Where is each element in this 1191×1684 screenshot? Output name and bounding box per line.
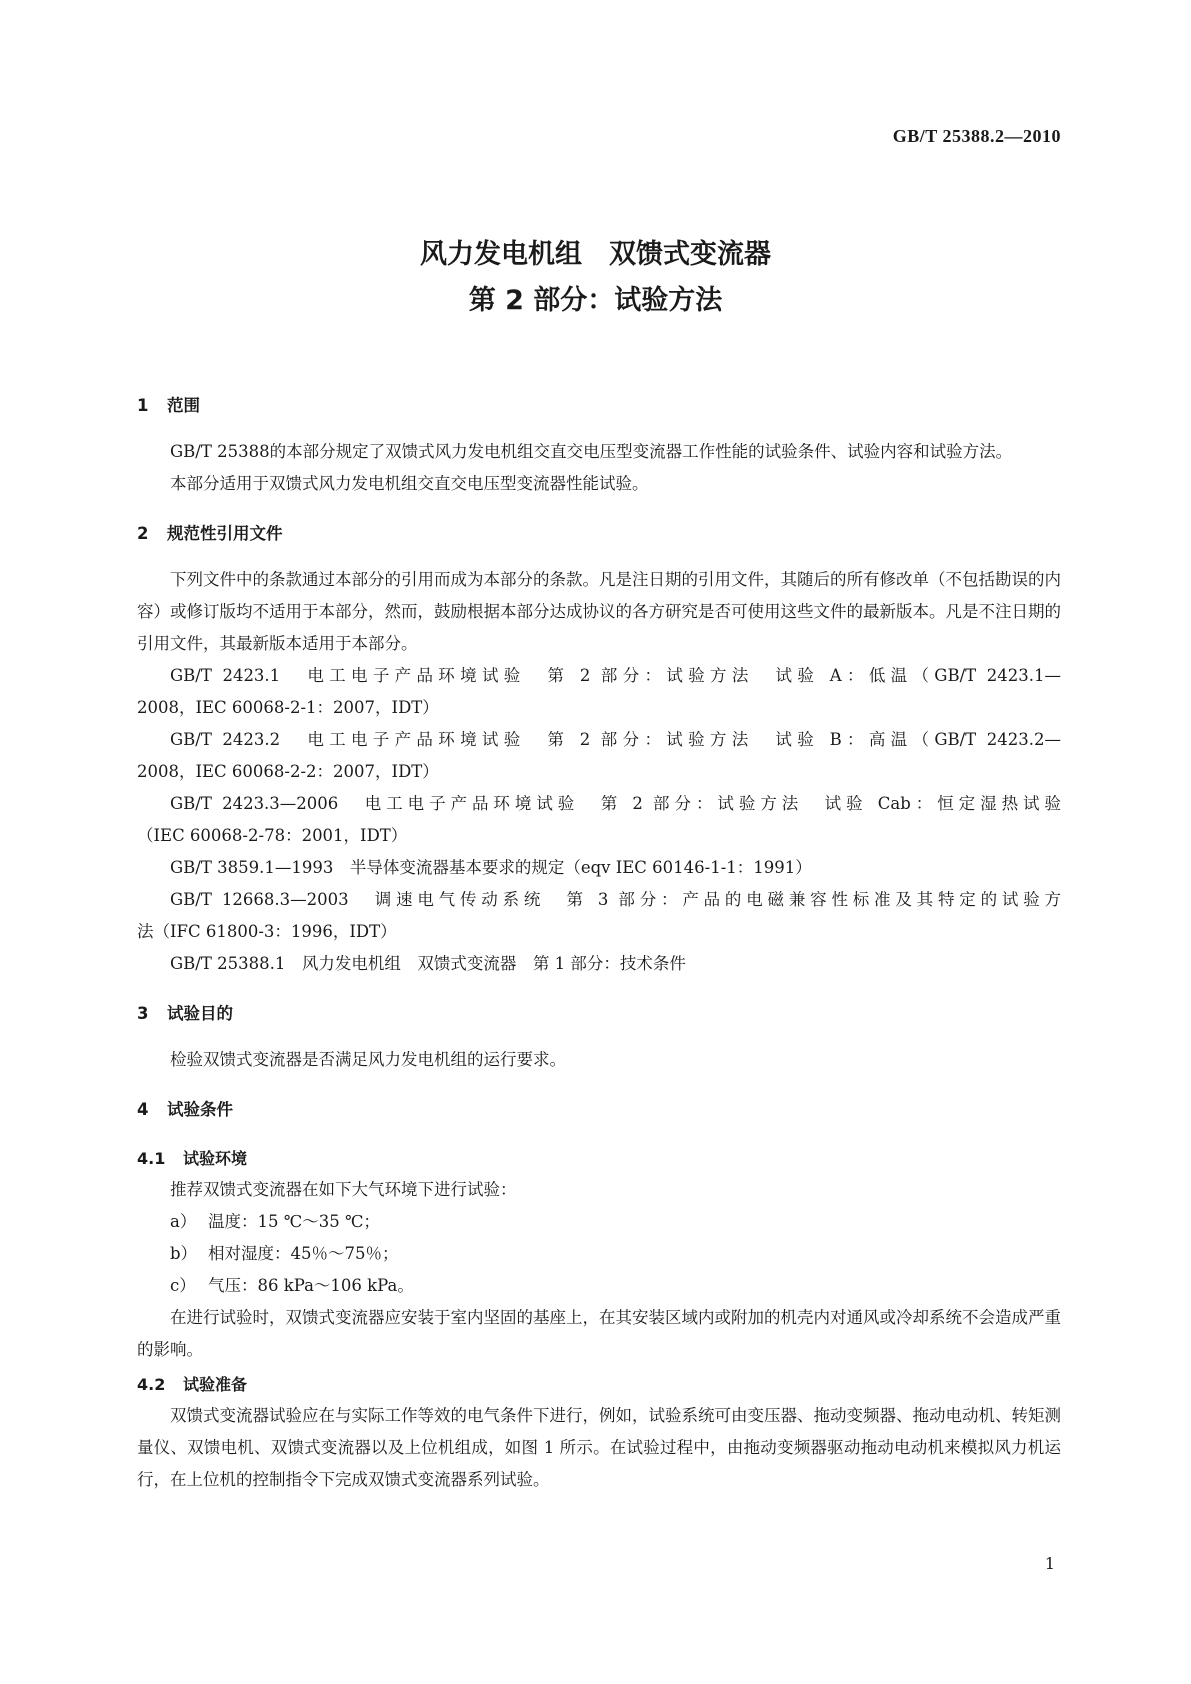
section-number: 3	[137, 1004, 149, 1023]
list-marker: a）	[170, 1212, 197, 1231]
reference-continuation: （IEC 60068-2-78：2001，IDT）	[137, 826, 408, 845]
reference-text: GB/T 25388.1 风力发电机组 双馈式变流器 第 1 部分：技术条件	[170, 954, 686, 973]
reference-continuation: 2008，IEC 60068-2-1：2007，IDT）	[137, 698, 439, 717]
list-item	[137, 1270, 1061, 1302]
paragraph: 推荐双馈式变流器在如下大气环境下进行试验：	[170, 1180, 517, 1199]
subsection-number: 4.2	[137, 1375, 166, 1394]
reference-continuation: 2008，IEC 60068-2-2：2007，IDT）	[137, 762, 439, 781]
standard-code: GB/T 25388.2—2010	[892, 126, 1061, 146]
subsection-4-2-heading	[137, 1370, 1061, 1400]
section-title: 试验目的	[167, 1004, 233, 1023]
subsection-title: 试验环境	[183, 1149, 248, 1168]
document-title: 风力发电机组 双馈式变流器	[420, 239, 771, 270]
section-title: 规范性引用文件	[167, 524, 283, 543]
list-marker: b）	[170, 1244, 198, 1263]
reference-text: GB/T 2423.2 电工电子产品环境试验 第 2 部分：试验方法 试验 B：高温（GB/T 2423.2—	[170, 730, 1061, 749]
section-title: 范围	[167, 396, 200, 415]
section-number: 1	[137, 396, 149, 415]
section-3-heading	[137, 998, 1061, 1030]
document-body	[137, 390, 1061, 1496]
paragraph: 下列文件中的条款通过本部分的引用而成为本部分的条款。凡是注日期的引用文件，其随后的所有修改单（不包括勘误的内容）或修订版均不适用于本部分，然而，鼓励根据本部分达成协议的各方研究是否可使用这些文件的最新版本。凡是不注日期的引用文件，其最新版本适用于本部分。	[137, 570, 1061, 653]
list-marker: c）	[170, 1276, 196, 1295]
reference-text: GB/T 12668.3—2003 调速电气传动系统 第 3 部分：产品的电磁兼容性标准及其特定的试验方	[170, 890, 1061, 909]
list-text: 气压：86 kPa～106 kPa。	[208, 1276, 414, 1295]
reference-item	[137, 660, 1061, 724]
paragraph: 检验双馈式变流器是否满足风力发电机组的运行要求。	[170, 1050, 566, 1069]
paragraph: 在进行试验时，双馈式变流器应安装于室内坚固的基座上，在其安装区域内或附加的机壳内对通风或冷却系统不会造成严重的影响。	[137, 1308, 1061, 1359]
section-2-heading	[137, 518, 1061, 550]
reference-item	[137, 884, 1061, 948]
document-subtitle: 第 2 部分：试验方法	[468, 285, 723, 316]
subsection-number: 4.1	[137, 1149, 166, 1168]
list-text: 温度：15 ℃～35 ℃；	[208, 1212, 380, 1231]
list-item	[137, 1206, 1061, 1238]
reference-item	[137, 724, 1061, 788]
subsection-4-1-heading	[137, 1144, 1061, 1174]
section-number: 4	[137, 1100, 149, 1119]
subsection-title: 试验准备	[183, 1375, 248, 1394]
reference-text: GB/T 3859.1—1993 半导体变流器基本要求的规定（eqv IEC 60146-1-1：1991）	[170, 858, 812, 877]
paragraph: GB/T 25388的本部分规定了双馈式风力发电机组交直交电压型变流器工作性能的试验条件、试验内容和试验方法。	[170, 442, 1013, 461]
paragraph: 双馈式变流器试验应在与实际工作等效的电气条件下进行，例如，试验系统可由变压器、拖动变频器、拖动电动机、转矩测量仪、双馈电机、双馈式变流器以及上位机组成，如图 1 所示。在试验过程中，由拖动变频器驱动拖动电动机来模拟风力机运行，在上位机的控制指令下完成双馈式变流器系列试验。	[137, 1406, 1061, 1489]
section-4-heading	[137, 1094, 1061, 1126]
page-number: 1	[1044, 1554, 1055, 1573]
section-1-heading	[137, 390, 1061, 422]
reference-text: GB/T 2423.3—2006 电工电子产品环境试验 第 2 部分：试验方法 试验 Cab：恒定湿热试验	[170, 794, 1061, 813]
list-item	[137, 1238, 1061, 1270]
reference-item	[137, 852, 1061, 884]
list-text: 相对湿度：45％～75％；	[208, 1244, 399, 1263]
reference-item	[137, 948, 1061, 980]
reference-continuation: 法（IFC 61800-3：1996，IDT）	[137, 922, 397, 941]
reference-text: GB/T 2423.1 电工电子产品环境试验 第 2 部分：试验方法 试验 A：低温（GB/T 2423.1—	[170, 666, 1061, 685]
section-title: 试验条件	[167, 1100, 233, 1119]
section-number: 2	[137, 524, 149, 543]
paragraph: 本部分适用于双馈式风力发电机组交直交电压型变流器性能试验。	[170, 474, 649, 493]
reference-item	[137, 788, 1061, 852]
